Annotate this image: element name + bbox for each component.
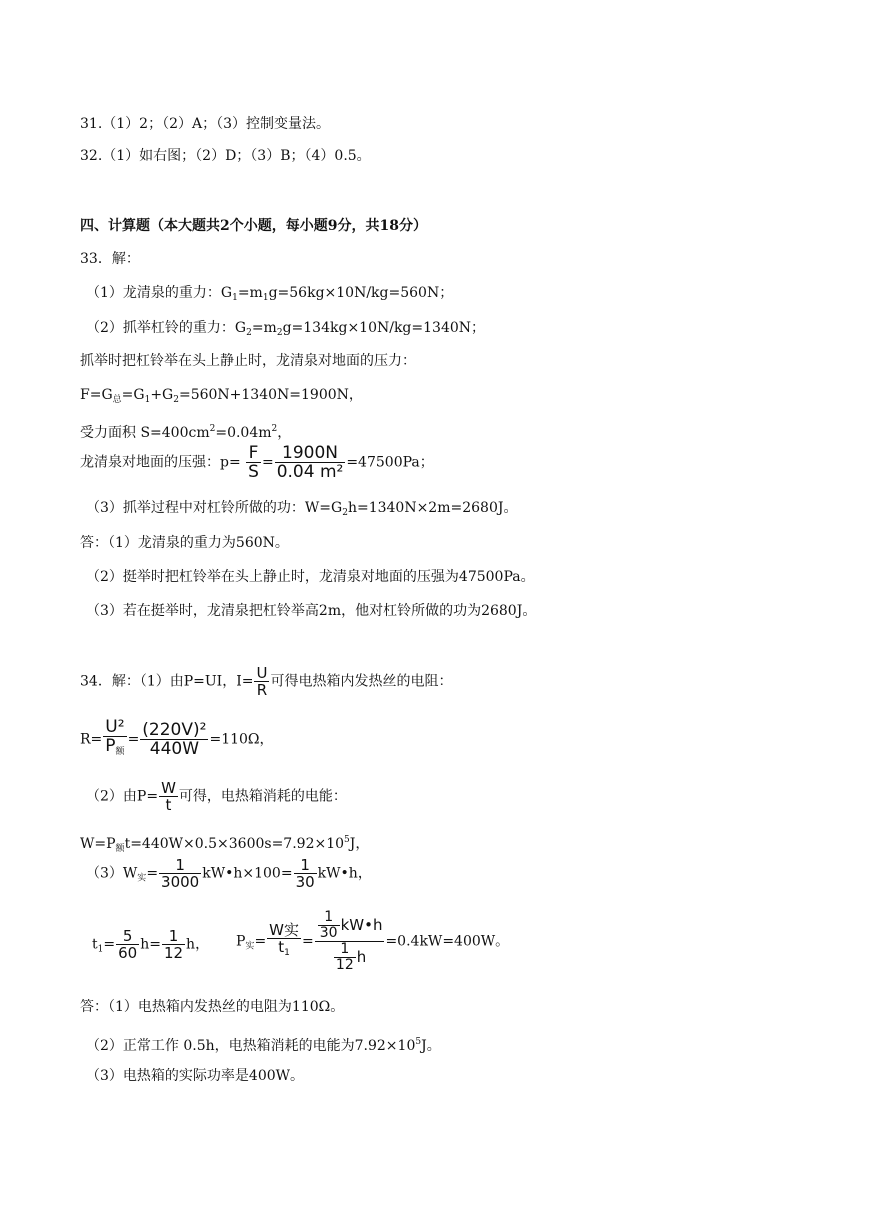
q33-line-pressure-intro: 抓举时把杠铃举在头上静止时，龙清泉对地面的压力： [80, 353, 416, 369]
q33-line-area: 受力面积 $S=400cm^2=0.04m^2$， [80, 424, 292, 441]
q33-label: 33．解： [80, 251, 140, 267]
fraction-u-over-r: $\frac{U}{R}$ [256, 664, 268, 699]
fraction-1-over-12: $\frac{1}{12}$ [163, 927, 184, 962]
q33-answer-1: 答：（1）龙清泉的重力为560N。 [80, 535, 289, 551]
q34-line-actual-power: $P_实=$ $\frac{\text{W实}}{t_1}$ = $\frac{1}{30}$ kW•h $\frac{1}{12}$ h =0.4kW=400W。 [236, 909, 510, 973]
fraction-f-over-s: $\frac{F}{S}$ [248, 443, 259, 482]
fraction-voltage-over-power: $\frac{\text{(220V)²}}{440W}$ [142, 720, 207, 759]
fraction-w-over-t1: $\frac{\text{W实}}{t_1}$ [269, 921, 300, 958]
fraction-w-over-t: $\frac{W}{t}$ [161, 779, 176, 814]
fraction-u2-over-p: $\frac{\text{U²}}{P_额}$ [105, 717, 125, 757]
q34-answer-1: 答：（1）电热箱内发热丝的电阻为110Ω。 [80, 999, 345, 1015]
q34-line-energy: $W=P_额t=440W\times 0.5\times 3600s=7.92\times 10^5J$， [80, 835, 370, 854]
q33-line-force: $F=G_总=G_1+G_2=560N+1340N=1900N$， [80, 387, 363, 405]
fraction-compound: $\frac{1}{30}$ kW•h $\frac{1}{12}$ h [315, 910, 385, 973]
fraction-1-over-3000: $\frac{1}{3000}$ [161, 856, 200, 891]
q33-line-gravity: （1）龙清泉的重力：$G_1=m_1g=56kg\times 10N/kg=560N$； [86, 285, 454, 303]
q33-answer-2: （2）挺举时把杠铃举在头上静止时，龙清泉对地面的压强为47500Pa。 [86, 569, 535, 585]
q33-line-pressure: 龙清泉对地面的压强：p= $\frac{F}{S}$ = $\frac{1900N}{\text{0.04 m²}}$ =47500Pa； [80, 443, 434, 482]
answer-32: 32.（1）如右图；（2）D；（3）B；（4）0.5。 [80, 148, 371, 164]
q33-answer-3: （3）若在挺举时，龙清泉把杠铃举高2m，他对杠铃所做的功为2680J。 [86, 603, 537, 619]
fraction-force-over-area: $\frac{1900N}{\text{0.04 m²}}$ [276, 443, 344, 482]
q33-line-barbell-gravity: （2）抓举杠铃的重力：$G_2=m_2g=134kg\times 10N/kg=1340N$； [86, 320, 486, 338]
section-heading: 四、计算题（本大题共2个小题，每小题9分，共18分） [80, 218, 427, 234]
q34-line-resistance: R= $\frac{\text{U²}}{P_额}$ = $\frac{\text{(220V)²}}{440W}$ =110Ω， [80, 717, 274, 759]
q34-line-time: $t_1=$ $\frac{5}{60}$ h= $\frac{1}{12}$ h， [92, 927, 210, 962]
q34-line-1: 34．解：（1）由P=UI，I= $\frac{U}{R}$ 可得电热箱内发热丝的电阻： [80, 664, 453, 699]
fraction-1-over-30: $\frac{1}{30}$ [295, 856, 315, 891]
q34-answer-3: （3）电热箱的实际功率是400W。 [86, 1068, 305, 1084]
q34-answer-2: （2）正常工作 0.5h，电热箱消耗的电能为$7.92\times 10^5J$。 [86, 1037, 441, 1054]
q34-line-actual-work: $(3)W_实=$ $\frac{1}{3000}$ kW•h×100= $\frac{1}{30}$ kW•h， [86, 856, 372, 891]
q34-line-energy-intro: （2）由P= $\frac{W}{t}$ 可得，电热箱消耗的电能： [86, 779, 347, 814]
fraction-5-over-60: $\frac{5}{60}$ [118, 927, 138, 962]
answer-31: 31.（1）2；（2）A；（3）控制变量法。 [80, 116, 331, 132]
q33-line-work: （3）抓举过程中对杠铃所做的功：$W=G_2h=1340N\times 2m=2680J$。 [86, 500, 518, 518]
